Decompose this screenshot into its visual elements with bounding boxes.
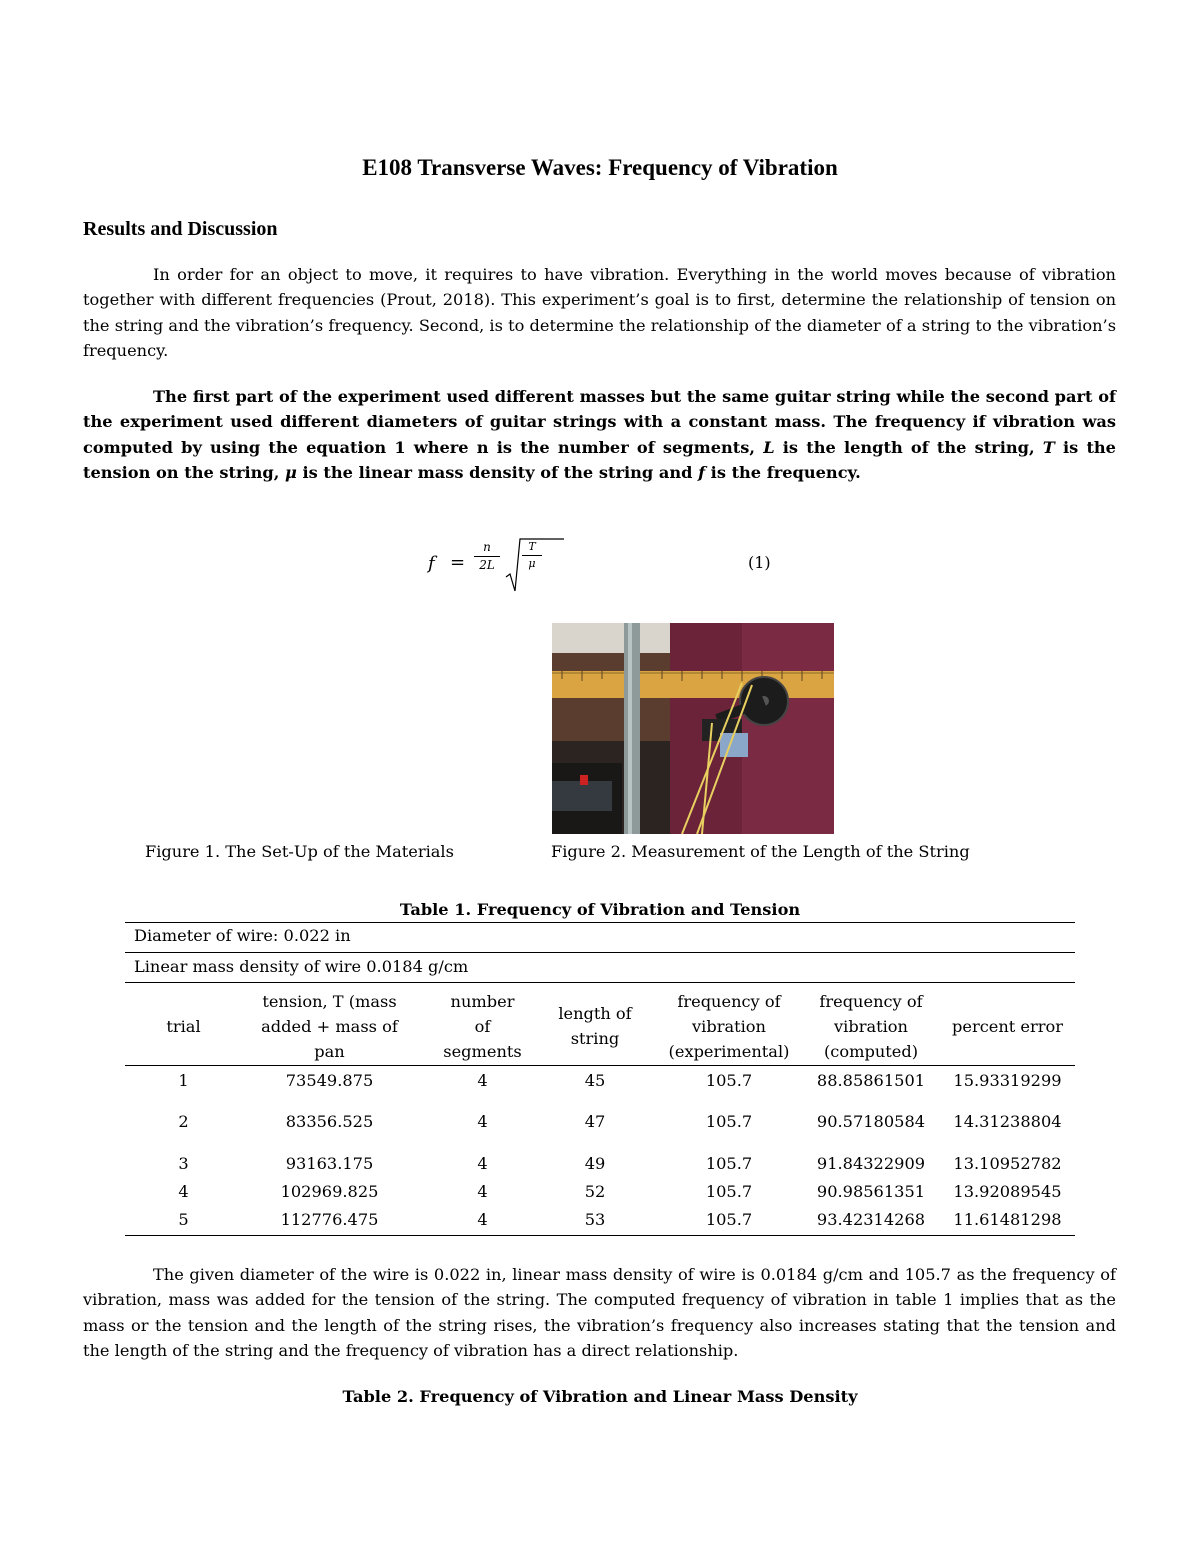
table1-header-line: frequency of <box>819 992 923 1011</box>
table1-rule-top <box>125 922 1075 923</box>
equation-equals: = <box>450 552 466 573</box>
table-cell: 2 <box>178 1112 189 1131</box>
table1-header-line: length of <box>558 1004 632 1023</box>
table1-header-freq-computed <box>800 989 942 1064</box>
equation-numerator: n <box>483 540 491 554</box>
table1-header-segments <box>425 989 540 1064</box>
symbol-T: T <box>1042 437 1055 457</box>
equation-number: (1) <box>748 553 771 572</box>
table1-header-line: segments <box>443 1042 522 1061</box>
table-cell: 93163.175 <box>285 1154 374 1173</box>
table1-header-length <box>540 1001 650 1051</box>
symbol-f: f <box>698 462 706 482</box>
table-cell: 4 <box>178 1182 189 1201</box>
method-text-1: The first part of the experiment used different masses but the same guitar string while the second part of the experiment used different diameters of guitar strings with a constant mass. The frequency if vibration was computed by using the equation 1 where n is the number of segments, <box>83 387 1116 457</box>
table1-header-line: (experimental) <box>668 1042 790 1061</box>
table-cell: 91.84322909 <box>816 1154 926 1173</box>
table-cell: 11.61481298 <box>953 1210 1062 1229</box>
section-heading: Results and Discussion <box>83 218 278 240</box>
method-text-2: is the length of the string, <box>774 437 1043 457</box>
table-cell: 47 <box>584 1112 606 1131</box>
table1-rule-header <box>125 1065 1075 1066</box>
table-cell: 5 <box>178 1210 189 1229</box>
table-cell: 13.92089545 <box>953 1182 1062 1201</box>
table-cell: 90.98561351 <box>816 1182 926 1201</box>
table-cell: 105.7 <box>705 1112 753 1131</box>
document-title: E108 Transverse Waves: Frequency of Vibration <box>362 155 838 180</box>
table-cell: 105.7 <box>705 1154 753 1173</box>
table-cell: 4 <box>477 1210 488 1229</box>
discussion-paragraph: The given diameter of the wire is 0.022 in, linear mass density of wire is 0.0184 g/cm and 105.7 as the frequency of vibration, mass was added for the tension of the string. The computed frequency of vibration in table 1 implies that as the mass or the tension and the length of the string rises, the vibration’s frequency also increases stating that the tension and the length of the string and the frequency of vibration has a direct relationship. <box>83 1265 1116 1360</box>
method-text-4: is the linear mass density of the string and <box>296 462 699 482</box>
table1-header-line: of <box>474 1017 491 1036</box>
table1-rule <box>125 952 1075 953</box>
table-cell: 105.7 <box>705 1182 753 1201</box>
table-cell: 49 <box>584 1154 606 1173</box>
table1-header-line: pan <box>314 1042 345 1061</box>
table-cell: 93.42314268 <box>816 1210 926 1229</box>
equation-radicand-denominator: μ <box>522 555 542 572</box>
table-cell: 14.31238804 <box>953 1112 1062 1131</box>
table-cell: 112776.475 <box>280 1210 379 1229</box>
table1-diameter-row: Diameter of wire: 0.022 in <box>134 926 351 945</box>
table-cell: 4 <box>477 1182 488 1201</box>
table1-header-trial <box>125 1014 242 1039</box>
measurement-photo-drawing <box>552 623 834 834</box>
table1-header-freq-experimental <box>650 989 808 1064</box>
table-cell: 53 <box>584 1210 606 1229</box>
table1-rule <box>125 982 1075 983</box>
table-cell: 52 <box>584 1182 606 1201</box>
table1-header-line: frequency of <box>677 992 781 1011</box>
table1-title: Table 1. Frequency of Vibration and Tension <box>399 900 801 919</box>
table-cell: 13.10952782 <box>953 1154 1062 1173</box>
equation-lhs: f <box>428 553 435 574</box>
equation-radicand-numerator: T <box>528 540 536 553</box>
table1-header-tension <box>242 989 417 1064</box>
table-cell: 1 <box>178 1071 189 1090</box>
table-cell: 102969.825 <box>280 1182 379 1201</box>
symbol-mu: μ <box>285 462 297 482</box>
table-cell: 88.85861501 <box>816 1071 926 1090</box>
table-cell: 105.7 <box>705 1071 753 1090</box>
table-cell: 3 <box>178 1154 189 1173</box>
table1-header-line: (computed) <box>823 1042 919 1061</box>
table1-header-line: trial <box>166 1017 201 1036</box>
table1-header-line: string <box>570 1029 620 1048</box>
table1-header-line: number <box>450 992 515 1011</box>
figure2-caption: Figure 2. Measurement of the Length of the String <box>551 842 970 861</box>
table-cell: 73549.875 <box>285 1071 374 1090</box>
equation-fraction <box>474 539 500 574</box>
table-cell: 90.57180584 <box>816 1112 926 1131</box>
table1-header-line: added + mass of <box>261 1017 398 1036</box>
table-cell: 4 <box>477 1071 488 1090</box>
table-cell: 105.7 <box>705 1210 753 1229</box>
table-cell: 15.93319299 <box>953 1071 1062 1090</box>
measurement-photo <box>552 623 834 834</box>
method-text-5: is the frequency. <box>705 462 861 482</box>
intro-paragraph: In order for an object to move, it requires to have vibration. Everything in the world moves because of vibration together with different frequencies (Prout, 2018). This experiment’s goal is to first, determine the relationship of tension on the string and the vibration’s frequency. Second, is to determine the relationship of the diameter of a string to the vibration’s frequency. <box>83 265 1116 360</box>
table1-header-line: vibration <box>834 1017 908 1036</box>
table2-title: Table 2. Frequency of Vibration and Linear Mass Density <box>342 1387 858 1406</box>
equation-radicand <box>522 539 542 572</box>
figure1-caption: Figure 1. The Set-Up of the Materials <box>145 842 454 861</box>
table-cell: 45 <box>584 1071 606 1090</box>
method-paragraph <box>83 384 1116 485</box>
method-text-3: is the tension on the string, <box>83 437 1116 482</box>
symbol-L: L <box>763 437 775 457</box>
table1-rule-bottom <box>125 1235 1075 1236</box>
equation-denominator: 2L <box>474 556 500 574</box>
table1-header-line: vibration <box>692 1017 766 1036</box>
table-cell: 4 <box>477 1154 488 1173</box>
table1-header-line: tension, T (mass <box>262 992 397 1011</box>
table-cell: 83356.525 <box>285 1112 374 1131</box>
table1-header-line: percent error <box>952 1017 1063 1036</box>
table1-density-row: Linear mass density of wire 0.0184 g/cm <box>134 957 469 976</box>
table1-header-percent-error <box>940 1014 1075 1039</box>
table-cell: 4 <box>477 1112 488 1131</box>
